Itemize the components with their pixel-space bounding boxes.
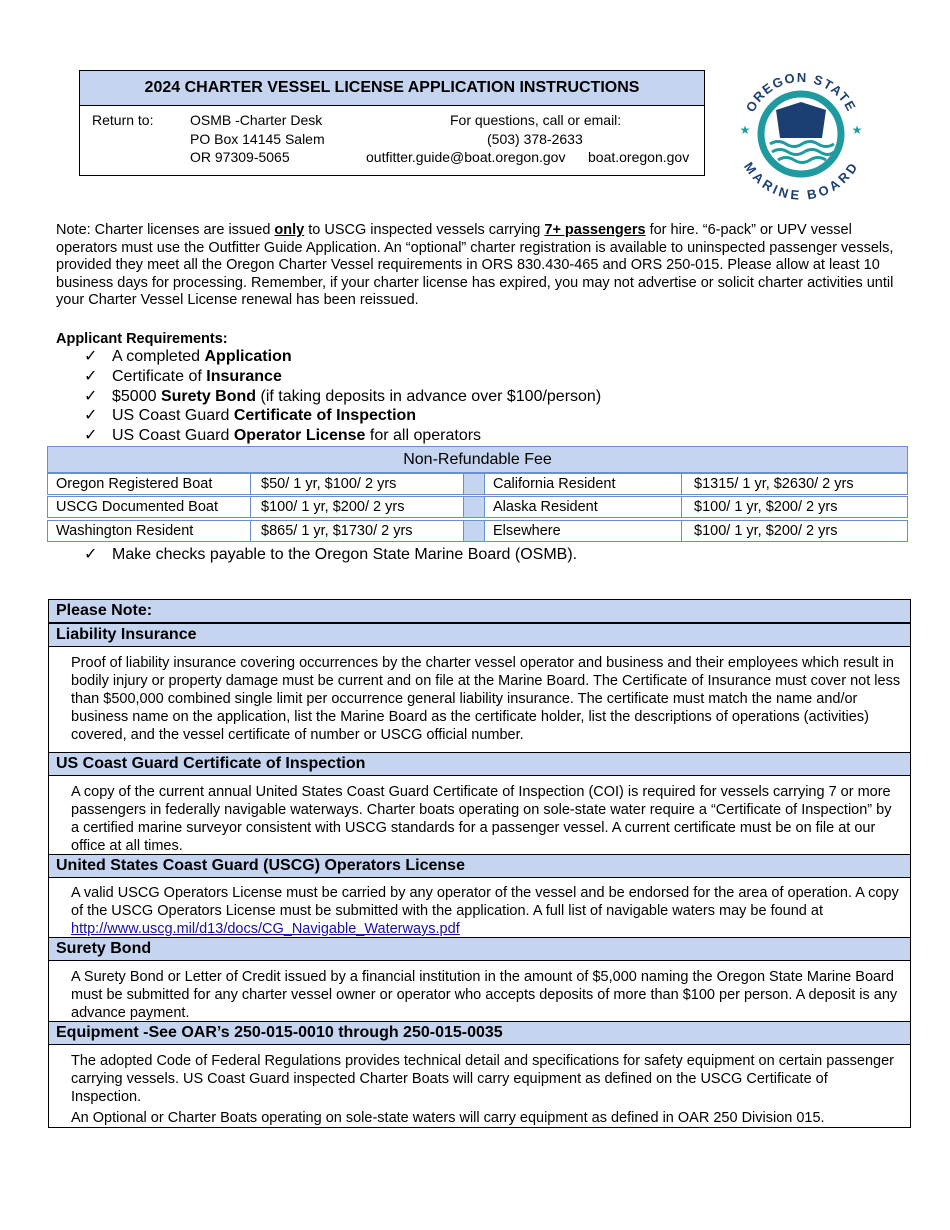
requirement-item: ✓ US Coast Guard Operator License for all operators <box>84 427 482 444</box>
section-heading: Equipment -See OAR’s 250-015-0010 through 250-015-0035 <box>49 1021 910 1045</box>
check-icon: ✓ <box>84 388 98 405</box>
fee-left-label: Oregon Registered Boat <box>47 473 252 495</box>
section-heading: US Coast Guard Certificate of Inspection <box>49 752 910 776</box>
emphasis-only: only <box>274 222 305 238</box>
note-paragraph: Note: Charter licenses are issued only to USCG inspected vessels carrying 7+ passengers for hire. “6-pack” or UPV vessel operators must use the Outfitter Guide Application. An “optional” charter registration is available to uninspected passenger vessels, provided they meet all the Oregon Charter Vessel requirements in ORS 830.430-465 and ORS 250-015. Please allow at least 10 business days for processing. Remember, if your charter license has expired, you may not advertise or solicit charter activities until your Charter Vessel License renewal has been reissued. <box>56 222 894 308</box>
fee-table <box>47 446 908 545</box>
fee-left-label: Washington Resident <box>47 520 252 542</box>
document-title: 2024 CHARTER VESSEL LICENSE APPLICATION INSTRUCTIONS <box>80 71 704 106</box>
fee-table-divider <box>463 473 485 495</box>
address-line-3: OR 97309-5065 <box>190 149 290 165</box>
requirements-title: Applicant Requirements: <box>56 331 228 347</box>
phone-number: (503) 378-2633 <box>487 130 583 147</box>
address-line-1: OSMB -Charter Desk <box>190 112 323 128</box>
fee-left-amount: $865/ 1 yr, $1730/ 2 yrs <box>250 520 464 542</box>
check-icon: ✓ <box>84 407 98 424</box>
section-heading: Liability Insurance <box>49 623 910 647</box>
emphasis-passengers: 7+ passengers <box>544 222 646 238</box>
check-icon: ✓ <box>84 546 98 563</box>
star-icon: ★ <box>739 123 751 137</box>
fee-table-title: Non-Refundable Fee <box>47 446 908 473</box>
email-address[interactable]: outfitter.guide@boat.oregon.gov <box>366 149 566 165</box>
checks-payable-item: ✓ Make checks payable to the Oregon State Marine Board (OSMB). <box>84 546 578 563</box>
fee-right-amount: $100/ 1 yr, $200/ 2 yrs <box>681 496 908 518</box>
section-body: The adopted Code of Federal Regulations provides technical detail and specifications for safety equipment on certain passenger carrying vessels. US Coast Guard inspected Charter Boats will carry equipment as defined on the USCG Certificate of Inspection. <box>71 1053 894 1105</box>
star-icon: ★ <box>851 123 863 137</box>
section-body: A valid USCG Operators License must be carried by any operator of the vessel and be endorsed for the area of operation. A copy of the USCG Operators License must be submitted with the application. A full list of navigable waters may be found at http://www.uscg.mil/d13/docs/CG_Navigable_Waterways.pdf <box>71 885 899 937</box>
fee-right-label: California Resident <box>484 473 682 495</box>
logo-bottom-text: MARINE BOARD <box>740 159 862 202</box>
check-icon: ✓ <box>84 348 98 365</box>
fee-table-divider <box>463 496 485 518</box>
osmb-logo <box>728 62 874 202</box>
fee-left-amount: $100/ 1 yr, $200/ 2 yrs <box>250 496 464 518</box>
fee-right-amount: $1315/ 1 yr, $2630/ 2 yrs <box>681 473 908 495</box>
fee-right-amount: $100/ 1 yr, $200/ 2 yrs <box>681 520 908 542</box>
please-note-section <box>48 599 911 1128</box>
navigable-waterways-link[interactable]: http://www.uscg.mil/d13/docs/CG_Navigable_Waterways.pdf <box>71 921 460 937</box>
section-body: A Surety Bond or Letter of Credit issued by a financial institution in the amount of $5,000 naming the Oregon State Marine Board must be submitted for any charter vessel owner or operator who accepts deposits of more than $100 per person. A deposit is any advance payment. <box>71 969 898 1021</box>
check-icon: ✓ <box>84 427 98 444</box>
questions-label: For questions, call or email: <box>450 112 622 128</box>
section-body: An Optional or Charter Boats operating on sole-state waters will carry equipment as defined in OAR 250 Division 015. <box>71 1110 825 1126</box>
website[interactable]: boat.oregon.gov <box>588 149 690 165</box>
section-body: Proof of liability insurance covering occurrences by the charter vessel operator and business and their employees which result in bodily injury or property damage must be current and on file at the Marine Board. The Certificate of Insurance must cover not less than $500,000 combined single limit per occurrence general liability insurance. The certificate must match the name and/or business name on the application, list the Marine Board as the certificate holder, list the descriptions of operations (activities) covered, and the vessel certificate of number or USCG official number. <box>71 655 901 743</box>
return-label: Return to: <box>92 112 154 128</box>
please-note-title: Please Note: <box>49 599 910 623</box>
section-heading: United States Coast Guard (USCG) Operators License <box>49 854 910 878</box>
fee-table-divider <box>463 520 485 542</box>
fee-right-label: Elsewhere <box>484 520 682 542</box>
requirement-item: ✓ A completed Application <box>84 348 292 365</box>
header-box <box>79 70 705 176</box>
address-line-2: PO Box 14145 Salem <box>190 130 325 147</box>
fee-right-label: Alaska Resident <box>484 496 682 518</box>
logo-top-text: OREGON STATE <box>742 69 860 115</box>
fee-left-amount: $50/ 1 yr, $100/ 2 yrs <box>250 473 464 495</box>
requirement-item: ✓ $5000 Surety Bond (if taking deposits in advance over $100/person) <box>84 388 602 405</box>
check-icon: ✓ <box>84 368 98 385</box>
requirement-item: ✓ US Coast Guard Certificate of Inspection <box>84 407 417 424</box>
section-body: A copy of the current annual United States Coast Guard Certificate of Inspection (COI) is required for vessels carrying 7 or more passengers in federally navigable waterways. Charter boats operating on sole-state water require a “Certificate of Inspection” by a certified marine surveyor consistent with USCG standards for a passenger vessel. A current certificate must be on file at our office at all times. <box>71 784 892 854</box>
fee-left-label: USCG Documented Boat <box>47 496 252 518</box>
requirement-item: ✓ Certificate of Insurance <box>84 368 282 385</box>
section-heading: Surety Bond <box>49 937 910 961</box>
